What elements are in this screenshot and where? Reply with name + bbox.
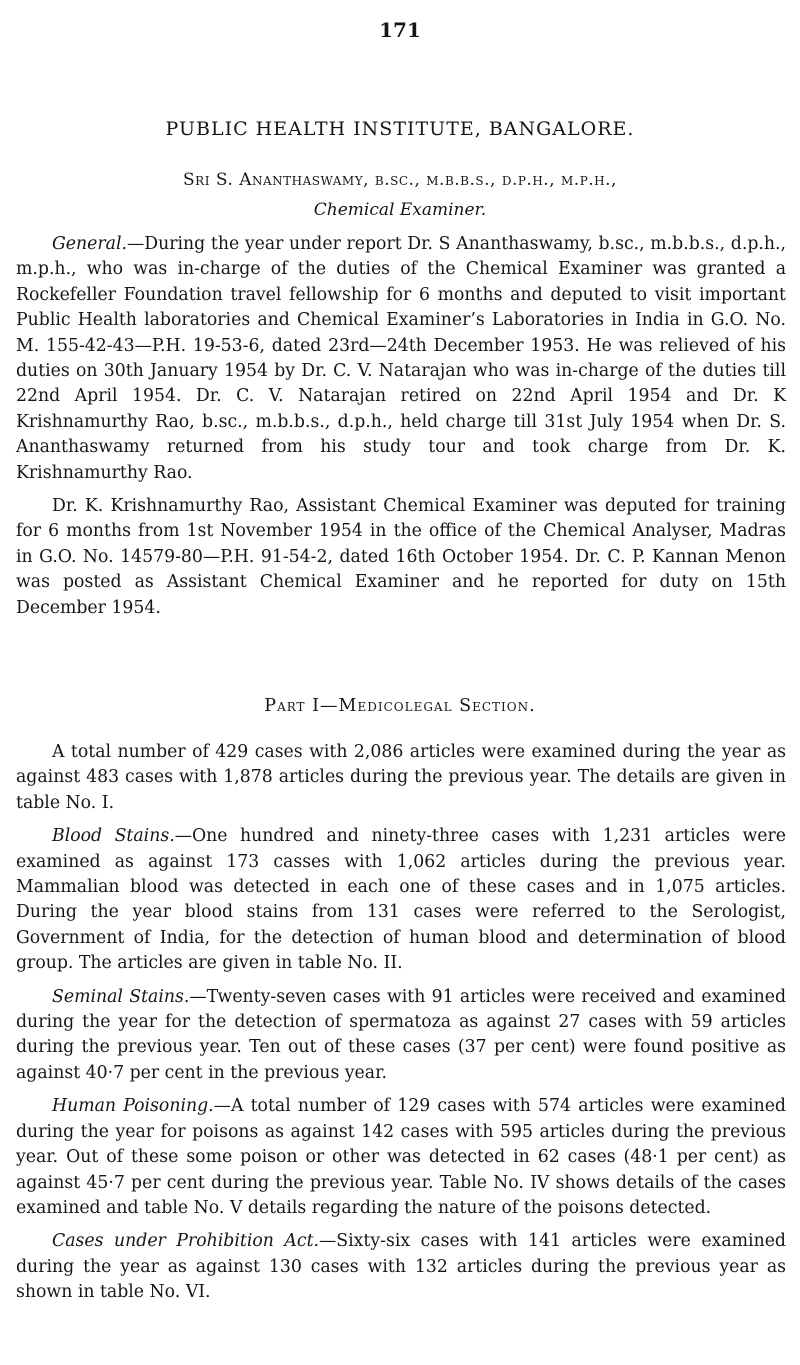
paragraph-text: —Twenty-seven cases with 91 articles were received and examined during the year for the detection of spermatoza as against 27 cases with 59 articles during the previous year. Ten out of these cases (37 per cent) were found positive as against 40·7 per cent in the previous year. <box>16 986 787 1083</box>
paragraph-text: —One hundred and ninety-three cases with 1,231 articles were examined as against 173 casses with 1,062 articles during the previous year. Mammalian blood was detected in each one of these cases and in 1,075 articles. During the year blood stains from 131 cases were referred to the Serologist, Government of India, for the detection of human blood and determination of blood group. The articles are given in table No. II. <box>16 826 786 974</box>
paragraph-text: A total number of 429 cases with 2,086 articles were examined during the year as against 483 cases with 1,878 articles during the previous year. The details are given in table No. I. <box>16 742 786 813</box>
officer-block <box>0 170 800 220</box>
paragraph-text: —A total number of 129 cases with 574 articles were examined during the year for poisons as against 142 cases with 595 articles during the previous year. Out of these some poison or other was detected in 62 cases (48·1 per cent) as against 45·7 per cent during the previous year. Table No. IV shows details of the cases examined and table No. V details regarding the nature of the poisons detected. <box>16 1096 786 1218</box>
medicolegal-section <box>16 740 786 1314</box>
paragraph-total-cases <box>16 740 786 816</box>
paragraph-blood-stains <box>16 824 786 976</box>
section-heading: Part I—Medicolegal Section. <box>264 696 536 716</box>
paragraph-deputation <box>16 494 786 621</box>
intro-section <box>16 232 786 629</box>
paragraph-text: —During the year under report Dr. S Ananthaswamy, b.sc., m.b.b.s., d.p.h., m.p.h., who was in-charge of the duties of the Chemical Examiner was granted a Rockefeller Foundation travel fellowship for 6 months and deputed to visit important Public Health laboratories and Chemical Examiner’s Laboratories in India in G.O. No. M. 155-42-43—P.H. 19-53-6, dated 23rd—24th December 1953. He was relieved of his duties on 30th January 1954 by Dr. C. V. Natarajan who was in-charge of the duties till 22nd April 1954. Dr. C. V. Natarajan retired on 22nd April 1954 and Dr. K Krishnamurthy Rao, b.sc., m.b.b.s., d.p.h., held charge till 31st July 1954 when Dr. S. Ananthaswamy returned from his study tour and took charge from Dr. K. Krishnamurthy Rao. <box>16 234 786 483</box>
officer-role: Chemical Examiner. <box>313 200 487 220</box>
paragraph-prohibition-act <box>16 1229 786 1305</box>
paragraph-text: Dr. K. Krishnamurthy Rao, Assistant Chemical Examiner was deputed for training for 6 months from 1st November 1954 in the office of the Chemical Analyser, Madras in G.O. No. 14579-80—P.H. 91-54-2, dated 16th October 1954. Dr. C. P. Kannan Menon was posted as Assistant Chemical Examiner and he reported for duty on 15th December 1954. <box>16 496 786 618</box>
paragraph-general <box>16 232 786 486</box>
paragraph-lead: Human Poisoning. <box>52 1096 214 1117</box>
paragraph-lead: Cases under Prohibition Act. <box>52 1231 320 1252</box>
paragraph-lead: Blood Stains. <box>52 826 175 847</box>
paragraph-lead: Seminal Stains. <box>52 986 190 1007</box>
institute-heading: PUBLIC HEALTH INSTITUTE, BANGALORE. <box>165 118 635 140</box>
paragraph-human-poisoning <box>16 1094 786 1221</box>
paragraph-seminal-stains <box>16 985 786 1087</box>
page-number: 171 <box>379 18 421 42</box>
officer-name: Sri S. Ananthaswamy, b.sc., m.b.b.s., d.p.h., m.p.h., <box>183 170 617 190</box>
paragraph-text: —Sixty-six cases with 141 articles were examined during the year as against 130 cases with 132 articles during the previous year as shown in table No. VI. <box>16 1231 786 1303</box>
paragraph-lead: General. <box>52 234 127 254</box>
